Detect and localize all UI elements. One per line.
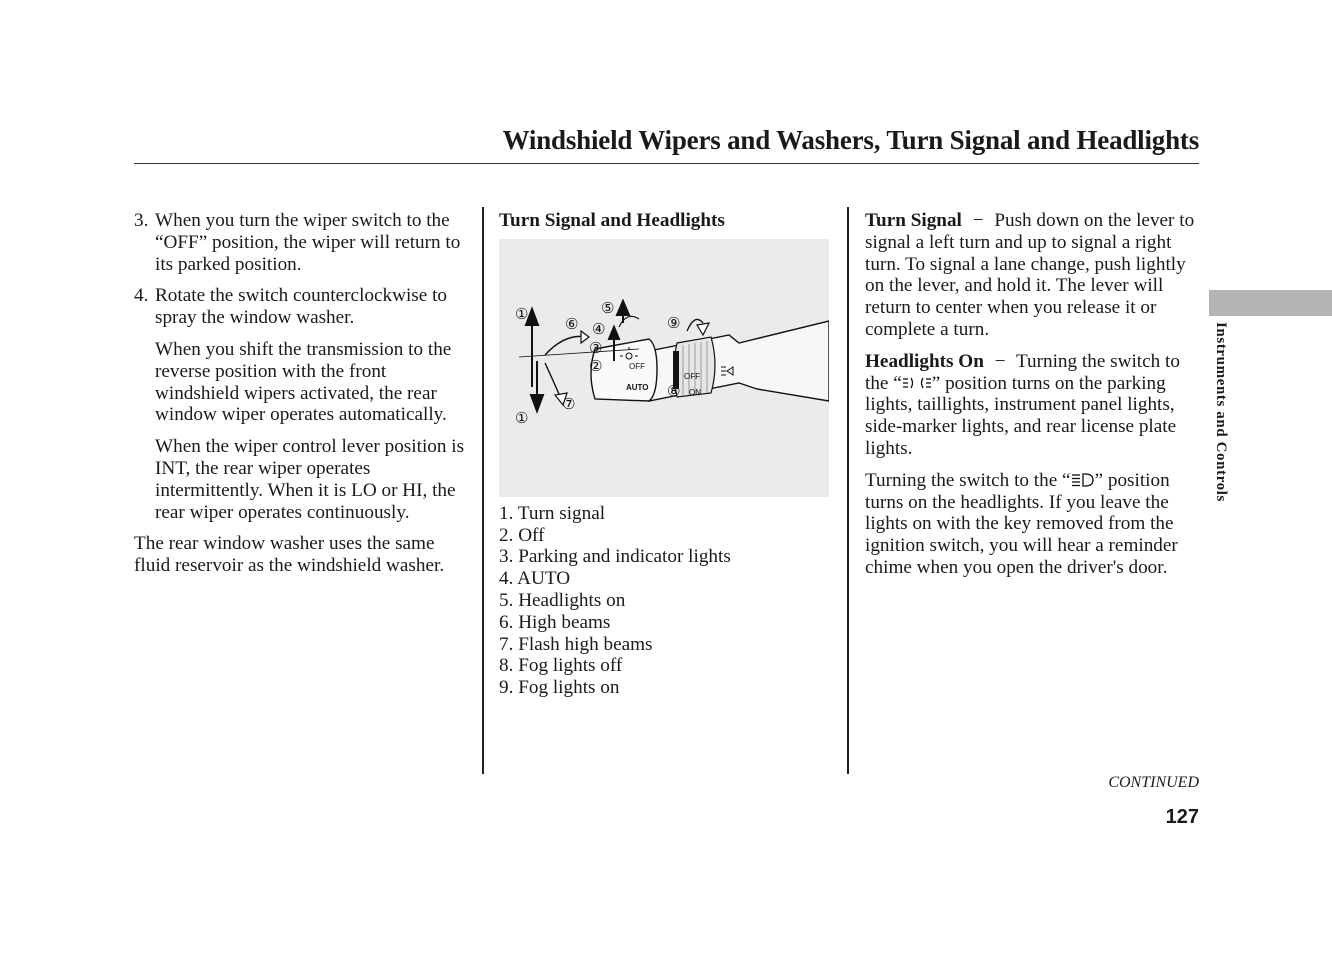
column-2 xyxy=(499,210,834,699)
legend-item: 3. Parking and indicator lights xyxy=(499,546,731,568)
legend-item: 2. Off xyxy=(499,524,545,546)
turning-switch-paragraph xyxy=(865,470,1205,579)
section-tab xyxy=(1209,290,1332,316)
fog-off-label: OFF xyxy=(684,371,700,381)
callout-2: ② xyxy=(589,356,603,375)
list-number: 3. xyxy=(134,210,149,231)
legend-item: 7. Flash high beams xyxy=(499,633,653,655)
parking-lights-icon xyxy=(902,375,932,391)
callout-1-bottom: ① xyxy=(515,408,529,427)
fog-on-label: ON xyxy=(689,387,701,397)
page-number: 127 xyxy=(1165,806,1199,828)
paragraph-int-wiper: When the wiper control lever position is INT, the rear wiper operates intermittently. When it is LO or HI, the rear wiper operates continuously. xyxy=(155,436,465,523)
turn-signal-text: Push down on the lever to signal a left turn and up to signal a right turn. To signal a lane change, push lightly on the lever, and hold it. The lever will return to center when you release it or complete a turn. xyxy=(865,210,1195,340)
switch-diagram xyxy=(499,239,829,497)
off-label: OFF xyxy=(629,361,645,371)
legend-item: 6. High beams xyxy=(499,611,611,633)
callout-4: ④ xyxy=(592,319,606,338)
section-side-label: Instruments and Controls xyxy=(1213,322,1229,502)
headlight-icon xyxy=(1071,472,1095,488)
continued-label: CONTINUED xyxy=(1108,774,1199,791)
auto-label: AUTO xyxy=(626,382,649,392)
turn-signal-heading: Turn Signal xyxy=(865,210,962,231)
turn-signal-paragraph xyxy=(865,210,1205,341)
turning-text-end: ” position turns on the headlights. If you leave the lights on with the key removed from the ignition switch, you will hear a reminder chime when you open the driver's door. xyxy=(865,469,1178,578)
headlights-text-start: Turning the switch to the “ xyxy=(865,350,1180,394)
legend-item: 5. Headlights on xyxy=(499,589,626,611)
legend-item: 8. Fog lights off xyxy=(499,655,623,677)
callout-6: ⑥ xyxy=(565,314,579,333)
callout-1-top: ① xyxy=(515,304,529,323)
headlights-text-end: ” position turns on the parking lights, taillights, instrument panel lights, side-marker lights, and rear license plate lights. xyxy=(865,372,1177,459)
callout-9: ⑨ xyxy=(667,313,681,332)
column-divider xyxy=(847,207,849,774)
legend-item: 1. Turn signal xyxy=(499,502,606,524)
page-title: Windshield Wipers and Washers, Turn Signal and Headlights xyxy=(502,125,1199,155)
callout-8: ⑧ xyxy=(667,381,681,400)
callout-5: ⑤ xyxy=(601,298,615,317)
legend-item: 9. Fog lights on xyxy=(499,677,620,699)
column-1 xyxy=(134,210,472,587)
paragraph-reverse-wiper: When you shift the transmission to the reverse position with the front windshield wipers activated, the rear window wiper operates automatically. xyxy=(155,338,452,426)
list-item-4 xyxy=(134,285,472,329)
callout-7: ⑦ xyxy=(562,394,576,413)
headlights-heading: Headlights On xyxy=(865,350,984,372)
legend-item: 4. AUTO xyxy=(499,568,571,590)
heading-dash: − xyxy=(994,350,1006,372)
list-item-3 xyxy=(134,210,472,275)
title-rule xyxy=(134,163,1199,164)
combination-switch-illustration xyxy=(499,239,829,497)
list-number: 4. xyxy=(134,285,149,307)
section-heading: Turn Signal and Headlights xyxy=(499,210,725,231)
column-3 xyxy=(865,210,1205,589)
list-text: When you turn the wiper switch to the “OFF” position, the wiper will return to its parked position. xyxy=(155,210,461,275)
turning-text-start: Turning the switch to the “ xyxy=(865,469,1071,491)
paragraph-washer-reservoir: The rear window washer uses the same fluid reservoir as the windshield washer. xyxy=(134,533,445,577)
column-divider xyxy=(482,207,484,774)
diagram-legend xyxy=(499,503,834,699)
callout-3: ③ xyxy=(589,338,603,357)
heading-dash: − xyxy=(972,210,984,231)
list-text: Rotate the switch counterclockwise to spray the window washer. xyxy=(155,285,447,329)
headlights-paragraph xyxy=(865,351,1205,460)
